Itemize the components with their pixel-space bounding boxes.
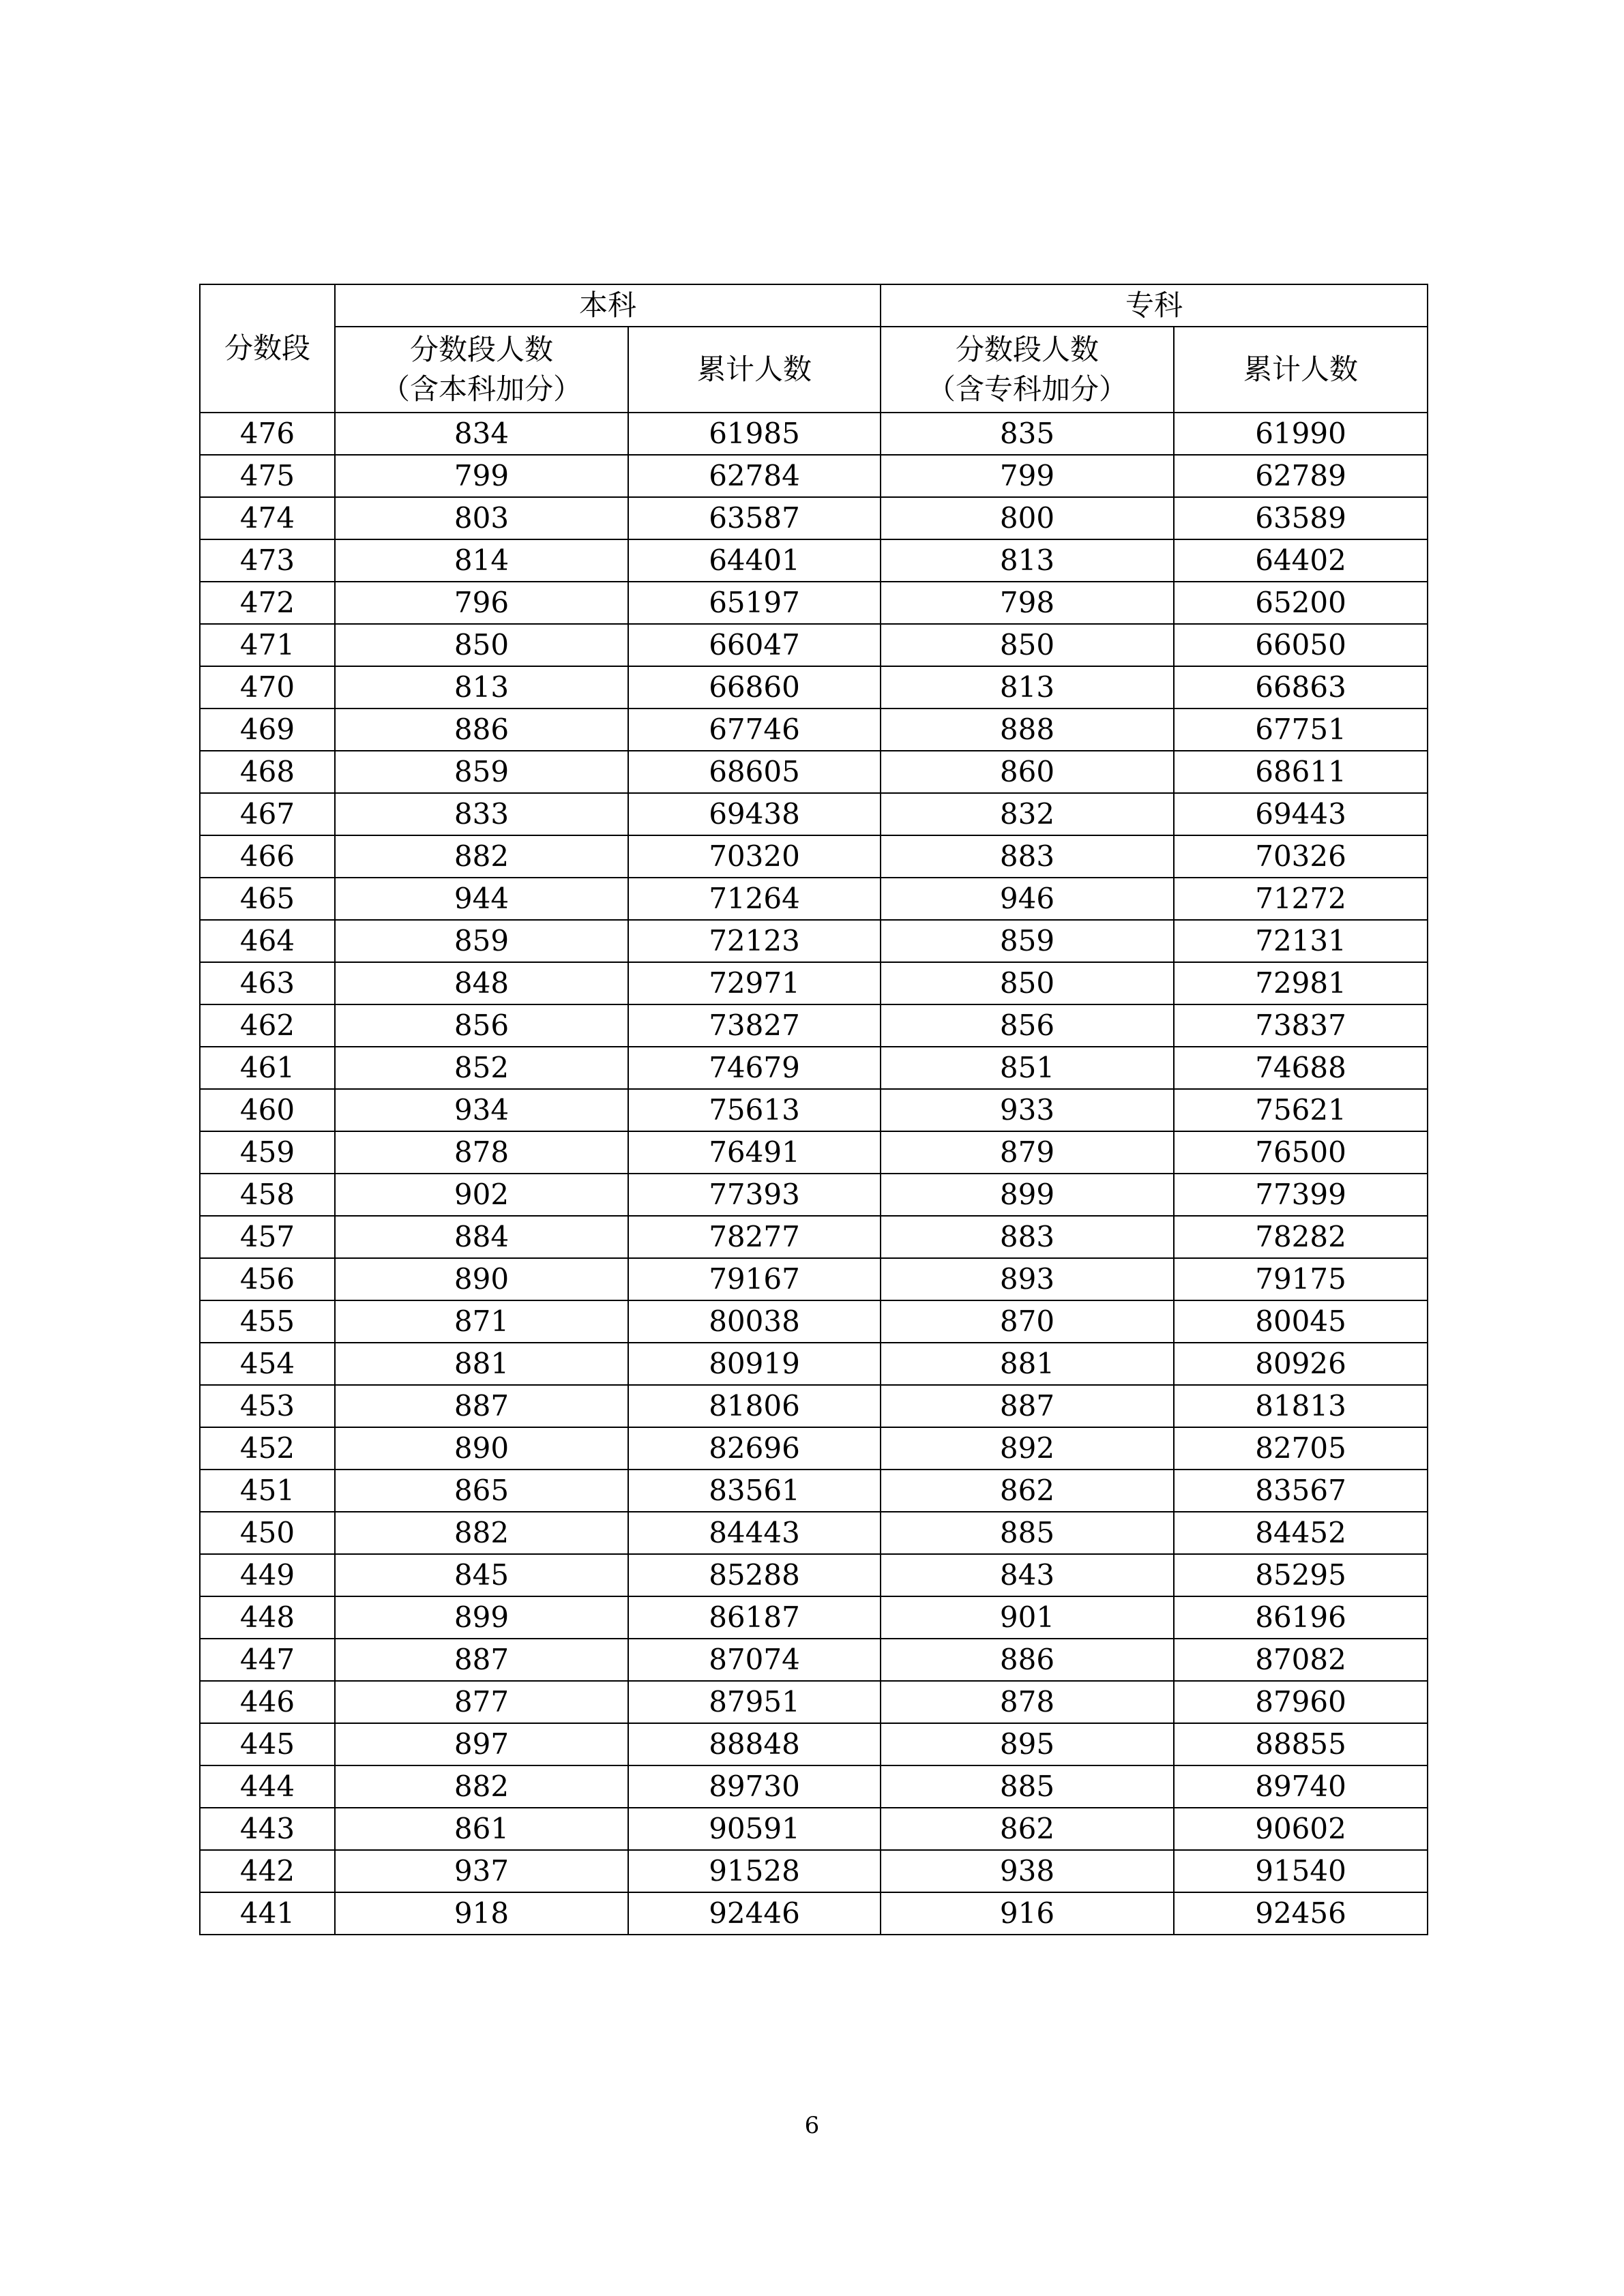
score-cell: 452	[200, 1427, 335, 1470]
undergrad-cumulative-cell: 87951	[628, 1681, 881, 1723]
table-row	[200, 413, 1428, 455]
junior-cumulative-cell: 74688	[1174, 1047, 1428, 1089]
score-cell: 466	[200, 835, 335, 878]
junior-count-cell: 892	[881, 1427, 1174, 1470]
junior-count-cell: 888	[881, 709, 1174, 751]
junior-count-cell: 885	[881, 1765, 1174, 1808]
table-row	[200, 1554, 1428, 1596]
junior-count-cell: 938	[881, 1850, 1174, 1892]
undergrad-count-cell: 803	[335, 497, 628, 539]
undergrad-cumulative-cell: 72123	[628, 920, 881, 962]
undergrad-cumulative-cell: 82696	[628, 1427, 881, 1470]
table-row	[200, 666, 1428, 709]
table-body	[200, 413, 1428, 1935]
undergrad-count-cell: 882	[335, 1512, 628, 1554]
score-cell: 453	[200, 1385, 335, 1427]
undergrad-count-cell: 881	[335, 1343, 628, 1385]
table-row	[200, 1892, 1428, 1935]
junior-cumulative-cell: 92456	[1174, 1892, 1428, 1935]
table-row	[200, 1765, 1428, 1808]
undergrad-count-cell: 834	[335, 413, 628, 455]
undergrad-cumulative-cell: 89730	[628, 1765, 881, 1808]
undergrad-cumulative-cell: 73827	[628, 1004, 881, 1047]
score-cell: 443	[200, 1808, 335, 1850]
junior-count-cell: 887	[881, 1385, 1174, 1427]
junior-count-cell: 893	[881, 1258, 1174, 1300]
undergrad-cumulative-cell: 77393	[628, 1174, 881, 1216]
table-row	[200, 1681, 1428, 1723]
junior-count-cell: 850	[881, 962, 1174, 1004]
undergrad-cumulative-cell: 63587	[628, 497, 881, 539]
junior-count-cell: 881	[881, 1343, 1174, 1385]
junior-cumulative-cell: 91540	[1174, 1850, 1428, 1892]
junior-cumulative-cell: 78282	[1174, 1216, 1428, 1258]
junior-count-cell: 832	[881, 793, 1174, 835]
score-cell: 468	[200, 751, 335, 793]
undergrad-count-cell: 833	[335, 793, 628, 835]
junior-cumulative-cell: 75621	[1174, 1089, 1428, 1131]
score-cell: 454	[200, 1343, 335, 1385]
junior-count-header-line2: （含专科加分）	[927, 372, 1128, 406]
table-row	[200, 582, 1428, 624]
undergrad-cumulative-cell: 92446	[628, 1892, 881, 1935]
undergrad-cumulative-cell: 79167	[628, 1258, 881, 1300]
undergrad-cumulative-cell: 80038	[628, 1300, 881, 1343]
undergrad-cumulative-cell: 72971	[628, 962, 881, 1004]
undergrad-count-cell: 856	[335, 1004, 628, 1047]
table-row	[200, 962, 1428, 1004]
junior-count-cell: 883	[881, 1216, 1174, 1258]
undergrad-cumulative-cell: 65197	[628, 582, 881, 624]
junior-cumulative-cell: 71272	[1174, 878, 1428, 920]
junior-count-cell: 800	[881, 497, 1174, 539]
undergrad-count-cell: 848	[335, 962, 628, 1004]
junior-count-header-line1: 分数段人数	[956, 333, 1099, 366]
table-row	[200, 709, 1428, 751]
undergrad-count-cell: 871	[335, 1300, 628, 1343]
junior-cumulative-cell: 84452	[1174, 1512, 1428, 1554]
undergrad-count-cell: 937	[335, 1850, 628, 1892]
undergrad-count-cell: 877	[335, 1681, 628, 1723]
junior-cumulative-cell: 61990	[1174, 413, 1428, 455]
table-row	[200, 1300, 1428, 1343]
junior-count-cell: 835	[881, 413, 1174, 455]
table-row	[200, 1089, 1428, 1131]
undergrad-count-cell: 796	[335, 582, 628, 624]
score-cell: 448	[200, 1596, 335, 1639]
junior-cumulative-cell: 82705	[1174, 1427, 1428, 1470]
junior-count-cell: 851	[881, 1047, 1174, 1089]
undergrad-count-cell: 918	[335, 1892, 628, 1935]
junior-cumulative-cell: 90602	[1174, 1808, 1428, 1850]
undergrad-count-cell: 861	[335, 1808, 628, 1850]
undergrad-cumulative-cell: 78277	[628, 1216, 881, 1258]
undergrad-count-cell: 852	[335, 1047, 628, 1089]
undergrad-cumulative-cell: 69438	[628, 793, 881, 835]
score-cell: 462	[200, 1004, 335, 1047]
junior-cumulative-header: 累计人数	[1174, 327, 1428, 413]
undergrad-count-cell: 814	[335, 539, 628, 582]
table-row	[200, 497, 1428, 539]
header-group-row	[200, 284, 1428, 327]
table-row	[200, 1004, 1428, 1047]
score-cell: 444	[200, 1765, 335, 1808]
score-cell: 459	[200, 1131, 335, 1174]
junior-count-cell: 933	[881, 1089, 1174, 1131]
undergrad-count-cell: 865	[335, 1470, 628, 1512]
undergrad-cumulative-cell: 62784	[628, 455, 881, 497]
table-row	[200, 835, 1428, 878]
undergrad-count-cell: 850	[335, 624, 628, 666]
score-cell: 470	[200, 666, 335, 709]
table-row	[200, 1512, 1428, 1554]
undergrad-count-cell: 882	[335, 835, 628, 878]
undergrad-cumulative-cell: 85288	[628, 1554, 881, 1596]
junior-cumulative-cell: 73837	[1174, 1004, 1428, 1047]
score-cell: 456	[200, 1258, 335, 1300]
junior-cumulative-cell: 66863	[1174, 666, 1428, 709]
undergrad-cumulative-cell: 76491	[628, 1131, 881, 1174]
junior-cumulative-cell: 66050	[1174, 624, 1428, 666]
table-row	[200, 1723, 1428, 1765]
score-cell: 441	[200, 1892, 335, 1935]
table-row	[200, 878, 1428, 920]
undergrad-count-header	[335, 327, 628, 413]
score-cell: 472	[200, 582, 335, 624]
junior-count-cell: 899	[881, 1174, 1174, 1216]
score-cell: 447	[200, 1639, 335, 1681]
undergrad-count-cell: 897	[335, 1723, 628, 1765]
table-row	[200, 920, 1428, 962]
junior-cumulative-cell: 72981	[1174, 962, 1428, 1004]
undergrad-count-cell: 882	[335, 1765, 628, 1808]
table-row	[200, 1216, 1428, 1258]
score-cell: 458	[200, 1174, 335, 1216]
table-row	[200, 1385, 1428, 1427]
score-cell: 460	[200, 1089, 335, 1131]
junior-count-cell: 860	[881, 751, 1174, 793]
junior-count-cell: 843	[881, 1554, 1174, 1596]
junior-count-cell: 798	[881, 582, 1174, 624]
junior-cumulative-cell: 72131	[1174, 920, 1428, 962]
score-cell: 450	[200, 1512, 335, 1554]
undergrad-count-cell: 813	[335, 666, 628, 709]
undergrad-count-header-line1: 分数段人数	[409, 333, 553, 366]
undergrad-cumulative-cell: 91528	[628, 1850, 881, 1892]
junior-cumulative-cell: 65200	[1174, 582, 1428, 624]
table-row	[200, 1047, 1428, 1089]
undergrad-count-cell: 887	[335, 1639, 628, 1681]
table-row	[200, 1596, 1428, 1639]
undergrad-count-cell: 886	[335, 709, 628, 751]
undergrad-cumulative-cell: 88848	[628, 1723, 881, 1765]
undergrad-cumulative-cell: 83561	[628, 1470, 881, 1512]
score-cell: 467	[200, 793, 335, 835]
undergrad-count-cell: 899	[335, 1596, 628, 1639]
score-band-header: 分数段	[200, 284, 335, 413]
junior-count-cell: 850	[881, 624, 1174, 666]
junior-count-cell: 859	[881, 920, 1174, 962]
score-cell: 457	[200, 1216, 335, 1258]
score-cell: 451	[200, 1470, 335, 1512]
table-row	[200, 1343, 1428, 1385]
junior-count-cell: 862	[881, 1808, 1174, 1850]
junior-cumulative-cell: 89740	[1174, 1765, 1428, 1808]
score-cell: 455	[200, 1300, 335, 1343]
undergrad-cumulative-cell: 90591	[628, 1808, 881, 1850]
undergrad-cumulative-cell: 67746	[628, 709, 881, 751]
junior-cumulative-cell: 70326	[1174, 835, 1428, 878]
junior-cumulative-cell: 85295	[1174, 1554, 1428, 1596]
junior-cumulative-cell: 88855	[1174, 1723, 1428, 1765]
junior-cumulative-cell: 80926	[1174, 1343, 1428, 1385]
junior-count-cell: 813	[881, 539, 1174, 582]
table-row	[200, 624, 1428, 666]
junior-cumulative-cell: 87082	[1174, 1639, 1428, 1681]
page-number: 6	[804, 2112, 820, 2139]
score-cell: 476	[200, 413, 335, 455]
undergrad-cumulative-cell: 71264	[628, 878, 881, 920]
junior-cumulative-cell: 62789	[1174, 455, 1428, 497]
score-cell: 463	[200, 962, 335, 1004]
undergrad-count-cell: 878	[335, 1131, 628, 1174]
score-cell: 474	[200, 497, 335, 539]
junior-count-cell: 799	[881, 455, 1174, 497]
junior-count-cell: 901	[881, 1596, 1174, 1639]
junior-cumulative-cell: 67751	[1174, 709, 1428, 751]
undergrad-cumulative-cell: 70320	[628, 835, 881, 878]
table-row	[200, 1427, 1428, 1470]
junior-cumulative-cell: 79175	[1174, 1258, 1428, 1300]
table-header	[200, 284, 1428, 413]
junior-cumulative-cell: 68611	[1174, 751, 1428, 793]
table-row	[200, 1258, 1428, 1300]
junior-count-cell: 870	[881, 1300, 1174, 1343]
junior-count-cell: 856	[881, 1004, 1174, 1047]
undergrad-count-cell: 934	[335, 1089, 628, 1131]
junior-count-cell: 862	[881, 1470, 1174, 1512]
table-row	[200, 539, 1428, 582]
junior-cumulative-cell: 80045	[1174, 1300, 1428, 1343]
undergrad-cumulative-cell: 61985	[628, 413, 881, 455]
table-row	[200, 1131, 1428, 1174]
junior-count-cell: 878	[881, 1681, 1174, 1723]
undergrad-cumulative-cell: 86187	[628, 1596, 881, 1639]
score-cell: 471	[200, 624, 335, 666]
score-cell: 464	[200, 920, 335, 962]
table-row	[200, 1470, 1428, 1512]
table-row	[200, 1174, 1428, 1216]
score-cell: 446	[200, 1681, 335, 1723]
score-cell: 473	[200, 539, 335, 582]
junior-count-header	[881, 327, 1174, 413]
score-cell: 465	[200, 878, 335, 920]
undergrad-cumulative-cell: 66047	[628, 624, 881, 666]
junior-cumulative-cell: 64402	[1174, 539, 1428, 582]
undergrad-cumulative-header: 累计人数	[628, 327, 881, 413]
undergrad-count-cell: 799	[335, 455, 628, 497]
undergrad-header: 本科	[335, 284, 881, 327]
undergrad-cumulative-cell: 80919	[628, 1343, 881, 1385]
junior-cumulative-cell: 77399	[1174, 1174, 1428, 1216]
undergrad-cumulative-cell: 81806	[628, 1385, 881, 1427]
undergrad-count-cell: 887	[335, 1385, 628, 1427]
undergrad-cumulative-cell: 64401	[628, 539, 881, 582]
undergrad-count-cell: 859	[335, 920, 628, 962]
table-row	[200, 793, 1428, 835]
junior-cumulative-cell: 83567	[1174, 1470, 1428, 1512]
table-row	[200, 1808, 1428, 1850]
undergrad-cumulative-cell: 66860	[628, 666, 881, 709]
undergrad-cumulative-cell: 68605	[628, 751, 881, 793]
junior-cumulative-cell: 69443	[1174, 793, 1428, 835]
junior-count-cell: 916	[881, 1892, 1174, 1935]
junior-cumulative-cell: 63589	[1174, 497, 1428, 539]
score-cell: 445	[200, 1723, 335, 1765]
score-cell: 475	[200, 455, 335, 497]
junior-count-cell: 885	[881, 1512, 1174, 1554]
junior-header: 专科	[881, 284, 1428, 327]
undergrad-count-cell: 944	[335, 878, 628, 920]
undergrad-cumulative-cell: 74679	[628, 1047, 881, 1089]
score-cell: 469	[200, 709, 335, 751]
table-row	[200, 455, 1428, 497]
junior-cumulative-cell: 76500	[1174, 1131, 1428, 1174]
table-row	[200, 1639, 1428, 1681]
undergrad-count-cell: 859	[335, 751, 628, 793]
junior-cumulative-cell: 87960	[1174, 1681, 1428, 1723]
undergrad-count-cell: 902	[335, 1174, 628, 1216]
junior-count-cell: 886	[881, 1639, 1174, 1681]
undergrad-cumulative-cell: 87074	[628, 1639, 881, 1681]
undergrad-cumulative-cell: 84443	[628, 1512, 881, 1554]
undergrad-count-cell: 890	[335, 1427, 628, 1470]
undergrad-count-cell: 845	[335, 1554, 628, 1596]
junior-count-cell: 813	[881, 666, 1174, 709]
score-cell: 461	[200, 1047, 335, 1089]
undergrad-count-cell: 890	[335, 1258, 628, 1300]
score-distribution-table	[199, 284, 1428, 1935]
undergrad-count-cell: 884	[335, 1216, 628, 1258]
junior-count-cell: 883	[881, 835, 1174, 878]
table-row	[200, 751, 1428, 793]
junior-count-cell: 879	[881, 1131, 1174, 1174]
junior-cumulative-cell: 86196	[1174, 1596, 1428, 1639]
junior-cumulative-cell: 81813	[1174, 1385, 1428, 1427]
undergrad-cumulative-cell: 75613	[628, 1089, 881, 1131]
junior-count-cell: 895	[881, 1723, 1174, 1765]
header-sub-row	[200, 327, 1428, 413]
undergrad-count-header-line2: （含本科加分）	[381, 372, 582, 406]
junior-count-cell: 946	[881, 878, 1174, 920]
score-cell: 449	[200, 1554, 335, 1596]
table-row	[200, 1850, 1428, 1892]
score-cell: 442	[200, 1850, 335, 1892]
